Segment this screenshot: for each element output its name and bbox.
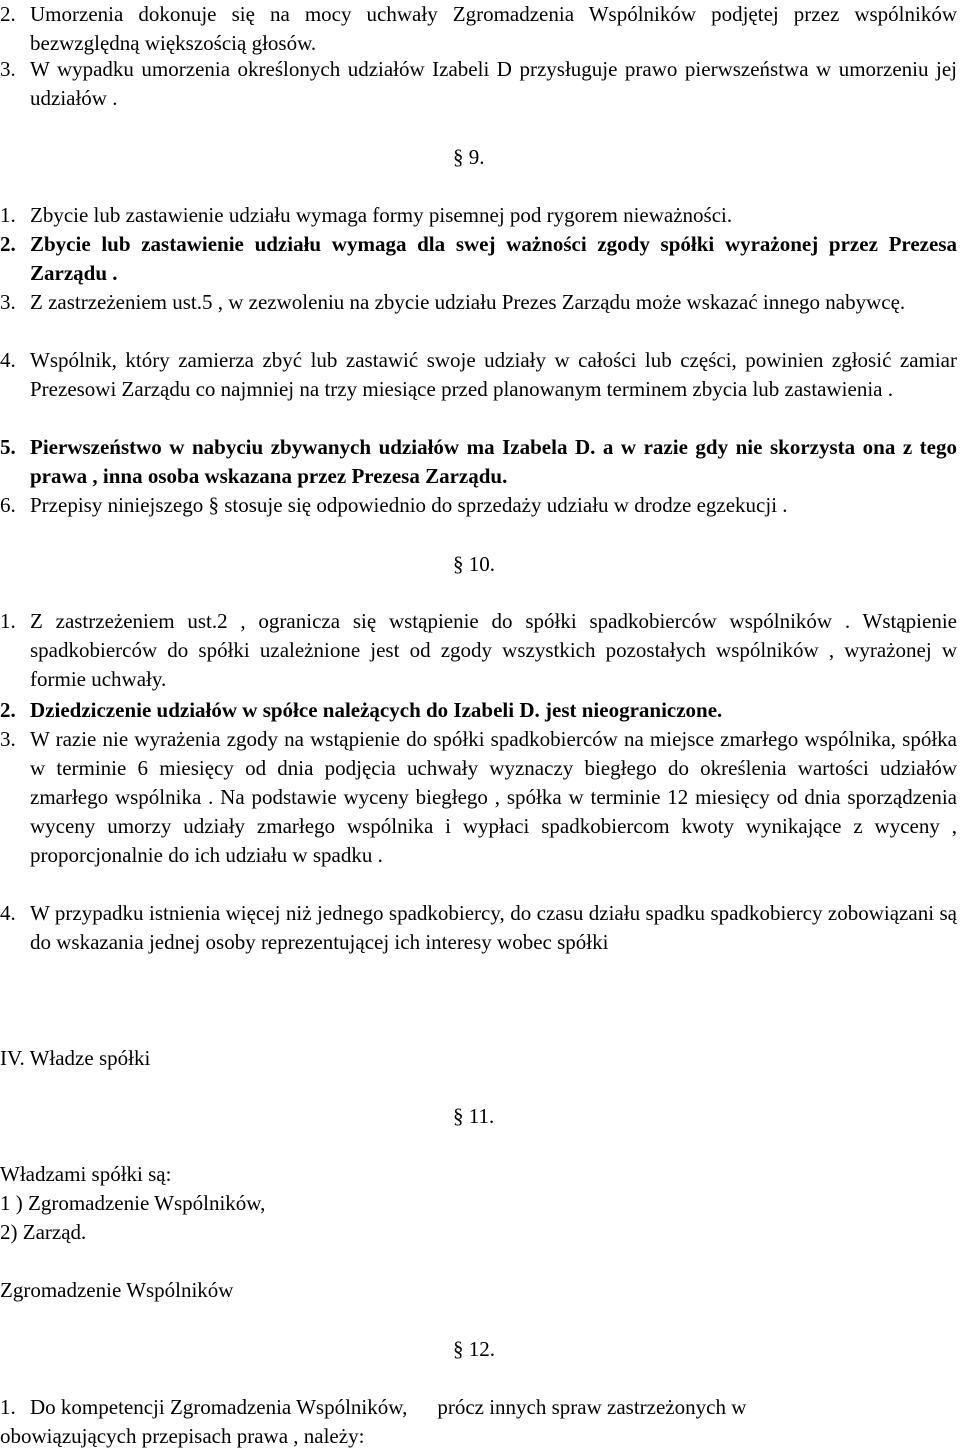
item-number: 6. (0, 493, 16, 517)
item-number: 3. (0, 290, 16, 314)
item-text (30, 1393, 957, 1422)
item-number: 2. (0, 698, 16, 722)
list-item-competence-1 (0, 1393, 957, 1422)
section-heading-iv: IV. Władze spółki (0, 1046, 151, 1070)
list-item-spadek-2 (0, 696, 957, 725)
list-item-zbycie-6 (0, 491, 957, 520)
item-number: 2. (0, 2, 16, 26)
section-sign-icon: § (208, 493, 219, 517)
list-item-spadek-3 (0, 725, 957, 870)
list-item-zbycie-2 (0, 230, 957, 288)
item-number: 3. (0, 727, 16, 751)
item-number: 5. (0, 435, 16, 459)
item-text: Wspólnik, który zamierza zbyć lub zastawić swoje udziały w całości lub części, powinien zgłosić zamiar Prezesowi Zarządu co najmniej na trzy miesiące przed planowanym terminem zbycia lub zastawienia . (30, 348, 957, 401)
list-item-umorzenia-3 (0, 55, 957, 113)
item-text: W przypadku istnienia więcej niż jednego spadkobiercy, do czasu działu spadku spadkobiercy zobowiązani są do wskazania jednej osoby reprezentującej ich interesy wobec spółki (30, 901, 957, 954)
item-number: 2. (0, 232, 16, 256)
item-text: Z zastrzeżeniem ust.2 , ogranicza się wstąpienie do spółki spadkobierców wspólników . Wstąpienie spadkobierców do spółki uzależnione jest od zgody wszystkich pozostałych wspólników , wyrażonej w formie uchwały. (30, 609, 957, 691)
list-item-umorzenia-2 (0, 0, 957, 58)
item-text: Dziedziczenie udziałów w spółce należących do Izabeli D. jest nieograniczone. (30, 698, 723, 722)
item-text-before: Przepisy niniejszego (30, 493, 204, 517)
paragraph-heading-12: § 12. (453, 1337, 495, 1361)
item-number: 3. (0, 57, 16, 81)
list-item-spadek-4 (0, 899, 957, 957)
authorities-item-2: 2) Zarząd. (0, 1220, 87, 1244)
item-text: Z zastrzeżeniem ust.5 , w zezwoleniu na zbycie udziału Prezes Zarządu może wskazać innego nabywcę. (30, 290, 906, 314)
paragraph-heading-11: § 11. (453, 1104, 495, 1128)
item-text (30, 491, 957, 520)
item-number: 1. (0, 609, 16, 633)
assembly-heading: Zgromadzenie Wspólników (0, 1278, 234, 1302)
paragraph-heading-10: § 10. (453, 552, 495, 576)
list-item-zbycie-4 (0, 346, 957, 404)
item-text: W razie nie wyrażenia zgody na wstąpienie do spółki spadkobierców na miejsce zmarłego wspólnika, spółka w terminie 6 miesięcy od dnia podjęcia uchwały wyznaczy biegłego do określenia wartości udziałów zmarłego wspólnika . Na podstawie wyceny biegłego , spółka w terminie 12 miesięcy od dnia sporządzenia wyceny umorzy udziały zmarłego wspólnika i wypłaci spadkobiercom kwoty wynikające z wyceny , proporcjonalnie do ich udziału w spadku . (30, 727, 957, 867)
item-text: Pierwszeństwo w nabyciu zbywanych udziałów ma Izabela D. a w razie gdy nie skorzysta ona z tego prawa , inna osoba wskazana przez Prezesa Zarządu. (30, 435, 957, 488)
item-text-part1: Do kompetencji Zgromadzenia Wspólników, (30, 1395, 408, 1419)
item-text-after: stosuje się odpowiednio do sprzedaży udziału w drodze egzekucji . (224, 493, 788, 517)
item-number: 4. (0, 348, 16, 372)
item-text-part2: prócz innych spraw zastrzeżonych w (437, 1395, 747, 1419)
item-number: 1. (0, 203, 16, 227)
item-number: 4. (0, 901, 16, 925)
item-text: W wypadku umorzenia określonych udziałów Izabeli D przysługuje prawo pierwszeństwa w umorzeniu jej udziałów . (30, 57, 957, 110)
list-item-zbycie-3 (0, 288, 957, 317)
authorities-item-1: 1 ) Zgromadzenie Wspólników, (0, 1191, 266, 1215)
item-text: Umorzenia dokonuje się na mocy uchwały Zgromadzenia Wspólników podjętej przez wspólników bezwzględną większością głosów. (30, 2, 957, 55)
authorities-intro: Władzami spółki są: (0, 1162, 172, 1186)
competence-text-continuation: obowiązujących przepisach prawa , należy: (0, 1424, 365, 1448)
paragraph-heading-9: § 9. (453, 145, 485, 169)
item-number: 1. (0, 1395, 16, 1419)
list-item-spadek-1 (0, 607, 957, 694)
item-text: Zbycie lub zastawienie udziału wymaga formy pisemnej pod rygorem nieważności. (30, 203, 733, 227)
list-item-zbycie-1 (0, 201, 957, 230)
list-item-zbycie-5 (0, 433, 957, 491)
item-text: Zbycie lub zastawienie udziału wymaga dla swej ważności zgody spółki wyrażonej przez Prezesa Zarządu . (30, 232, 957, 285)
